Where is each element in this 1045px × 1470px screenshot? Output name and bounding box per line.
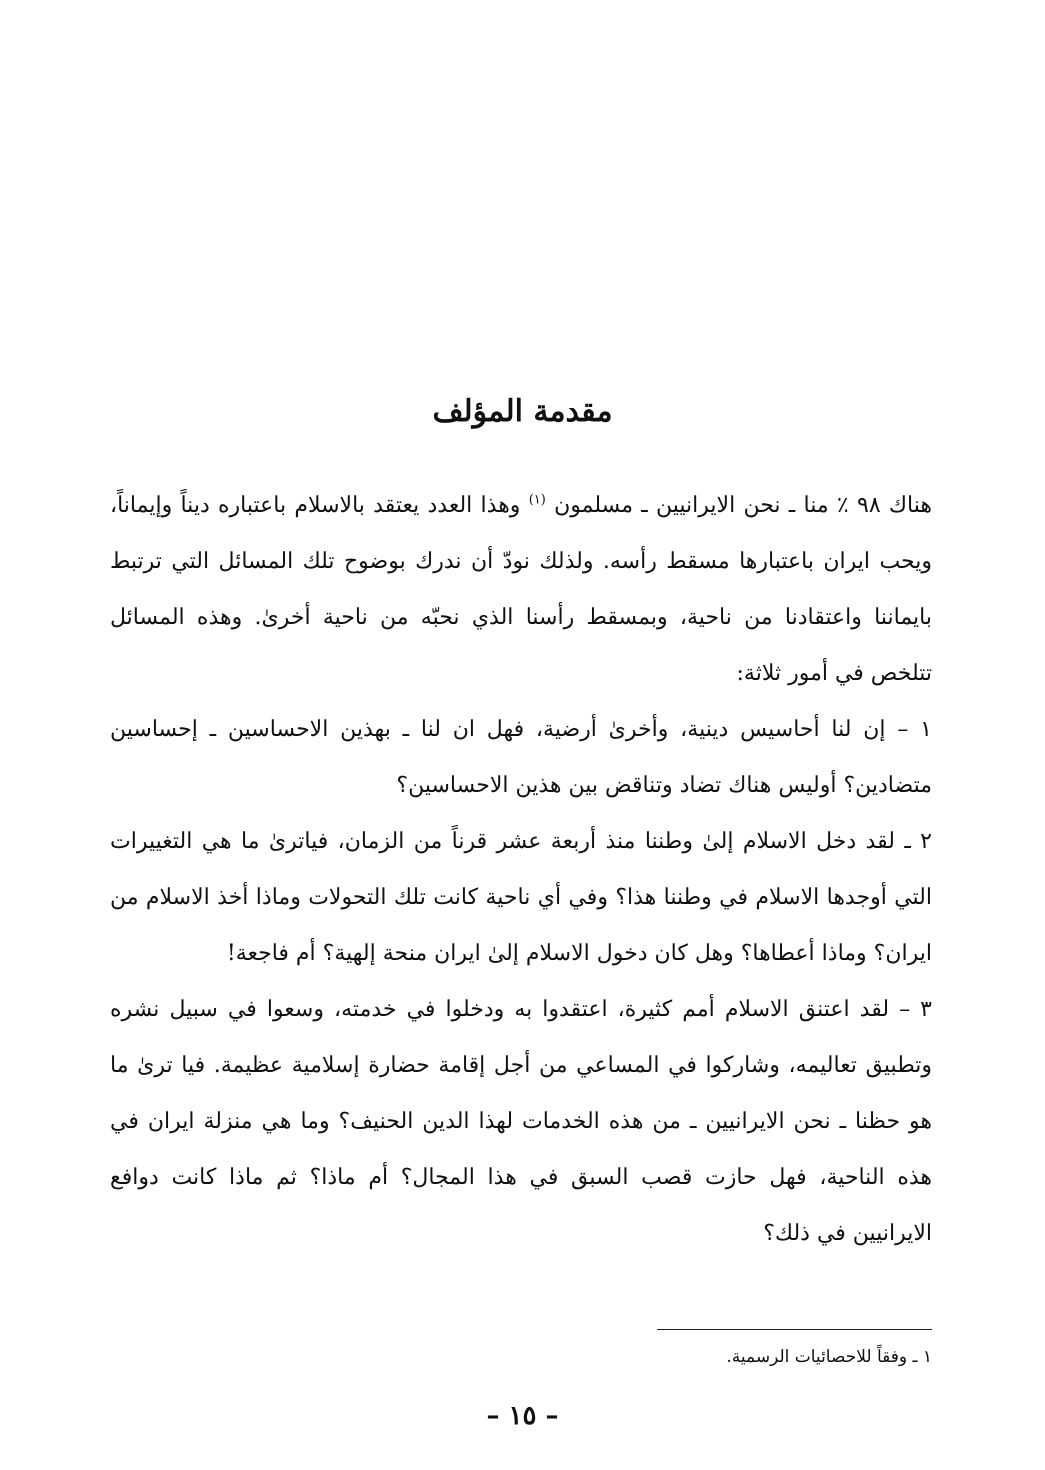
footnote: ١ ـ وفقاً للاحصائيات الرسمية. xyxy=(726,1347,932,1367)
intro-text-rest: وهذا العدد يعتقد بالاسلام باعتباره ديناً وإيماناً، ويحب ايران باعتبارها مسقط رأسه. ولذلك نودّ أن ندرك بوضوح تلك المسائل التي ترتبط بايماننا واعتقادنا من ناحية، وبمسقط رأسنا الذي نحبّه من ناحية أخرىٰ. وهذه المسائل تتلخص في أمور ثلاثة: xyxy=(110,493,932,686)
page-number: – ١٥ – xyxy=(486,1401,559,1431)
intro-paragraph xyxy=(110,478,932,702)
body-text xyxy=(110,478,932,1262)
footnote-reference: (١) xyxy=(528,492,546,508)
page-title: مقدمة المؤلف xyxy=(432,394,613,429)
point-2-paragraph: ٢ ـ لقد دخل الاسلام إلىٰ وطننا منذ أربعة عشر قرناً من الزمان، فياترىٰ ما هي التغييرات التي أوجدها الاسلام في وطننا هذا؟ وفي أي ناحية كانت تلك التحولات وماذا أخذ الاسلام من ايران؟ وماذا أعطاها؟ وهل كان دخول الاسلام إلىٰ ايران منحة إلهية؟ أم فاجعة! xyxy=(110,829,932,966)
intro-text-start: هناك ٩٨ ٪ منا ـ نحن الايرانيين ـ مسلمون xyxy=(554,493,932,518)
point-3-paragraph: ٣ – لقد اعتنق الاسلام أمم كثيرة، اعتقدوا به ودخلوا في خدمته، وسعوا في سبيل نشره وتطبيق تعاليمه، وشاركوا في المساعي من أجل إقامة حضارة إسلامية عظيمة. فيا ترىٰ ما هو حظنا ـ نحن الايرانيين ـ من هذه الخدمات لهذا الدين الحنيف؟ وما هي منزلة ايران في هذه الناحية، فهل حازت قصب السبق في هذا المجال؟ أم ماذا؟ ثم ماذا كانت دوافع الايرانيين في ذلك؟ xyxy=(110,997,932,1246)
point-1-paragraph: ١ – إن لنا أحاسيس دينية، وأخرىٰ أرضية، فهل ان لنا ـ بهذين الاحساسين ـ إحساسين متضادين؟ أوليس هناك تضاد وتناقض بين هذين الاحساسين؟ xyxy=(110,717,932,798)
footnote-divider xyxy=(657,1329,932,1330)
